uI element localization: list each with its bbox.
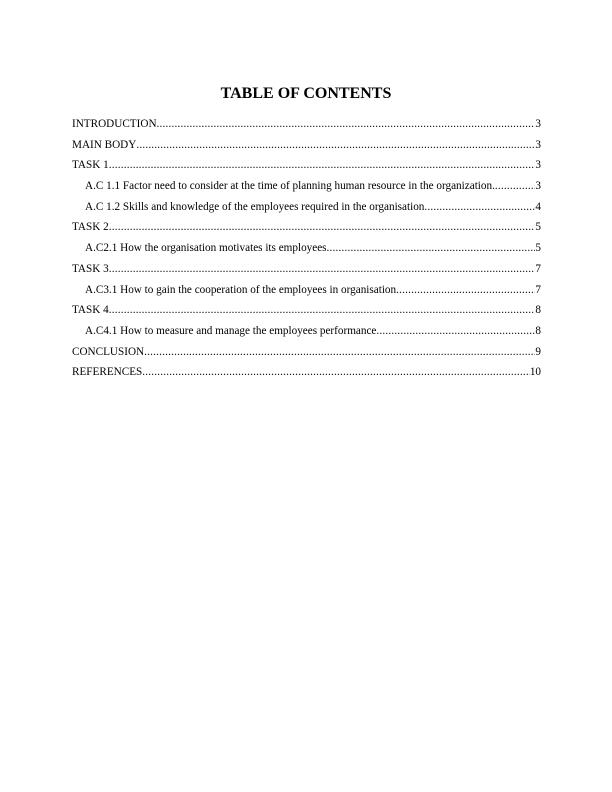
- toc-entry-ac-1-1: [72, 179, 541, 200]
- toc-page-number: 3: [535, 180, 541, 193]
- toc-link-ac-1-2[interactable]: [85, 200, 541, 214]
- dot-leader: [376, 324, 535, 338]
- toc-link-introduction[interactable]: [72, 117, 541, 131]
- toc-entry-conclusion: [72, 345, 541, 366]
- toc-link-references[interactable]: [72, 365, 541, 379]
- dot-leader: [142, 365, 530, 379]
- toc-link-main-body[interactable]: [72, 138, 541, 152]
- dot-leader: [109, 262, 536, 276]
- toc-entry-label: CONCLUSION: [72, 345, 145, 358]
- toc-entry-task-1: [72, 158, 541, 179]
- toc-link-ac-1-1[interactable]: [85, 179, 541, 193]
- toc-entry-label: REFERENCES: [72, 366, 143, 379]
- toc-page-number: 7: [535, 283, 541, 296]
- toc-entry-task-2: [72, 220, 541, 241]
- toc-page-number: 3: [535, 138, 541, 151]
- toc-link-task-3[interactable]: [72, 262, 541, 276]
- toc-entry-label: TASK 3: [72, 262, 109, 275]
- toc-entry-label: INTRODUCTION: [72, 118, 157, 130]
- toc-page-number: 8: [535, 324, 541, 337]
- toc-entry-label: A.C3.1 How to gain the cooperation of the employees in organisation: [85, 283, 397, 296]
- toc-entry-label: A.C 1.2 Skills and knowledge of the employees required in the organisation: [85, 200, 425, 213]
- toc-page-number: 3: [535, 159, 541, 172]
- toc-link-task-4[interactable]: [72, 303, 541, 317]
- dot-leader: [495, 179, 536, 193]
- toc-entry-references: [72, 365, 541, 386]
- dot-leader: [424, 200, 535, 214]
- toc-page-number: 9: [535, 345, 541, 358]
- toc-entry-ac-2-1: [72, 241, 541, 262]
- toc-page-number: 5: [535, 221, 541, 234]
- toc-entry-label: A.C4.1 How to measure and manage the employees performance: [85, 324, 377, 337]
- dot-leader: [136, 138, 535, 152]
- toc-page-number: 5: [535, 242, 541, 255]
- toc-link-ac-2-1[interactable]: [85, 241, 541, 255]
- dot-leader: [327, 241, 536, 255]
- toc-page-number: 7: [535, 262, 541, 275]
- toc-entry-ac-4-1: [72, 324, 541, 345]
- toc-link-ac-3-1[interactable]: [85, 283, 541, 297]
- dot-leader: [109, 220, 536, 234]
- toc-link-conclusion[interactable]: [72, 345, 541, 359]
- page-title: TABLE OF CONTENTS: [220, 85, 392, 102]
- toc-page-number: 8: [535, 304, 541, 317]
- dot-leader: [109, 158, 536, 172]
- toc-entry-task-3: [72, 262, 541, 283]
- toc-entry-label: TASK 1: [72, 159, 109, 172]
- table-of-contents: [72, 117, 541, 386]
- toc-page-number: 4: [535, 200, 541, 213]
- toc-entry-introduction: [72, 117, 541, 138]
- toc-entry-main-body: [72, 138, 541, 159]
- toc-page-number: 10: [529, 366, 541, 379]
- dot-leader: [396, 283, 535, 297]
- toc-entry-task-4: [72, 303, 541, 324]
- toc-link-task-1[interactable]: [72, 158, 541, 172]
- toc-link-ac-4-1[interactable]: [85, 324, 541, 338]
- toc-entry-label: TASK 2: [72, 221, 109, 234]
- toc-entry-ac-1-2: [72, 200, 541, 221]
- dot-leader: [157, 117, 536, 131]
- toc-entry-label: A.C2.1 How the organisation motivates its employees: [85, 242, 327, 255]
- toc-entry-ac-3-1: [72, 283, 541, 304]
- toc-entry-label: TASK 4: [72, 304, 109, 317]
- toc-entry-label: A.C 1.1 Factor need to consider at the time of planning human resource in the organization.: [85, 180, 495, 193]
- toc-entry-label: MAIN BODY: [72, 138, 137, 151]
- toc-link-task-2[interactable]: [72, 220, 541, 234]
- dot-leader: [144, 345, 535, 359]
- toc-page-number: 3: [535, 118, 541, 130]
- dot-leader: [109, 303, 536, 317]
